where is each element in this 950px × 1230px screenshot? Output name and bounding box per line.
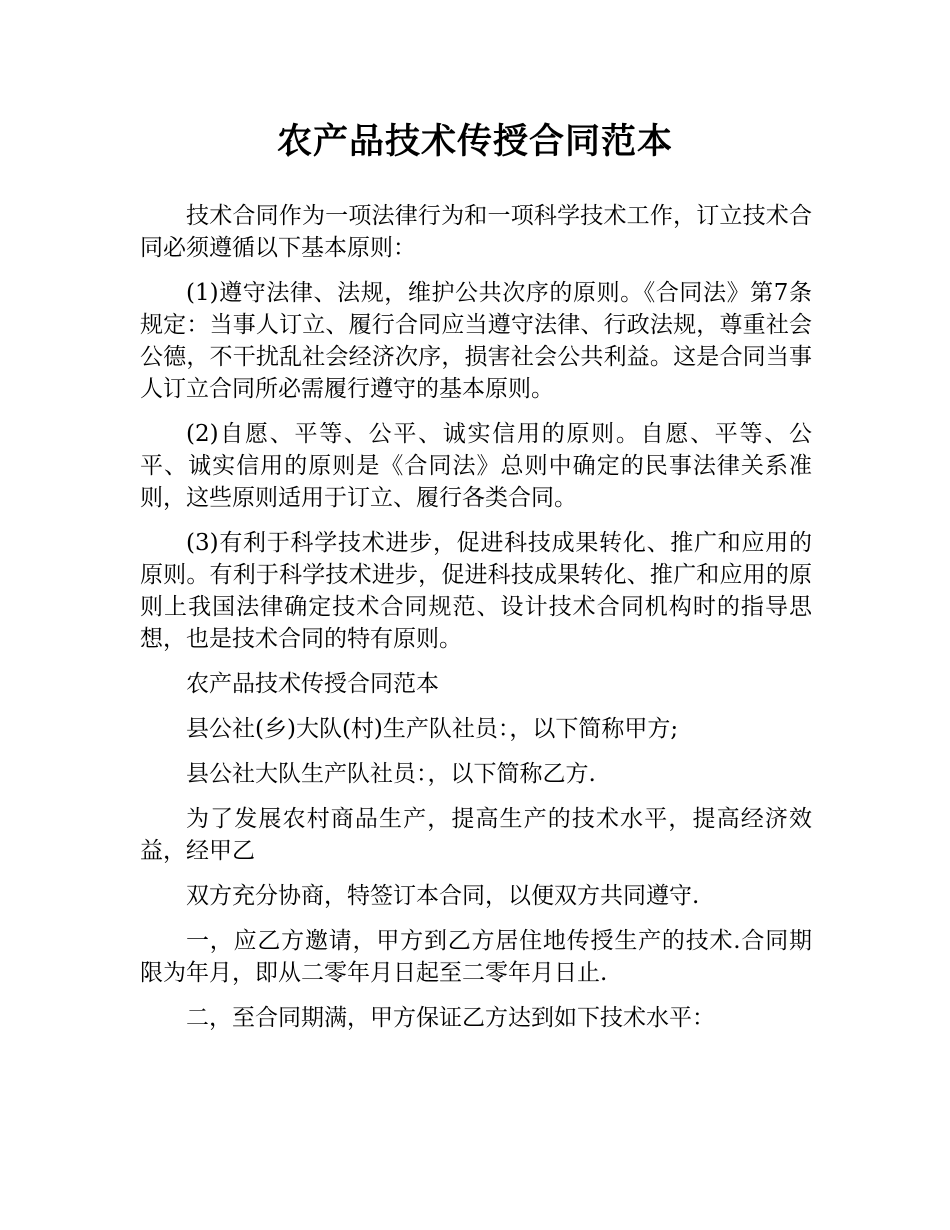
paragraph-intro: 技术合同作为一项法律行为和一项科学技术工作，订立技术合同必须遵循以下基本原则： [140,203,812,261]
paragraph-agreement: 双方充分协商，特签订本合同，以便双方共同遵守. [186,883,700,909]
paragraph-party-a: 县公社(乡)大队(村)生产队社员：，以下简称甲方; [186,716,679,742]
paragraph-principle-1: (1)遵守法律、法规，维护公共次序的原则。《合同法》第7条规定：当事人订立、履行合同应当遵守法律、行政法规，尊重社会公德，不干扰乱社会经济次序，损害社会公共利益。这是合同当事人订立合同所必需履行遵守的基本原则。 [140,280,812,402]
paragraph-principle-3: (3)有利于科学技术进步，促进科技成果转化、推广和应用的原则。有利于科学技术进步，促进科技成果转化、推广和应用的原则上我国法律确定技术合同规范、设计技术合同机构时的指导思想，也是技术合同的特有原则。 [140,530,812,652]
paragraph-party-b: 县公社大队生产队社员：，以下简称乙方. [186,761,596,787]
document-body [140,200,812,1047]
paragraph-subtitle: 农产品技术传授合同范本 [186,671,439,697]
document-title: 农产品技术传授合同范本 [276,122,673,162]
paragraph-clause-2: 二，至合同期满，甲方保证乙方达到如下技术水平： [186,1005,715,1031]
paragraph-principle-2: (2)自愿、平等、公平、诚实信用的原则。自愿、平等、公平、诚实信用的原则是《合同法》总则中确定的民事法律关系准则，这些原则适用于订立、履行各类合同。 [140,421,812,511]
paragraph-purpose: 为了发展农村商品生产，提高生产的技术水平，提高经济效益，经甲乙 [140,806,812,864]
paragraph-clause-1: 一，应乙方邀请，甲方到乙方居住地传授生产的技术.合同期限为年月，即从二零年月日起至二零年月日止. [140,928,812,986]
